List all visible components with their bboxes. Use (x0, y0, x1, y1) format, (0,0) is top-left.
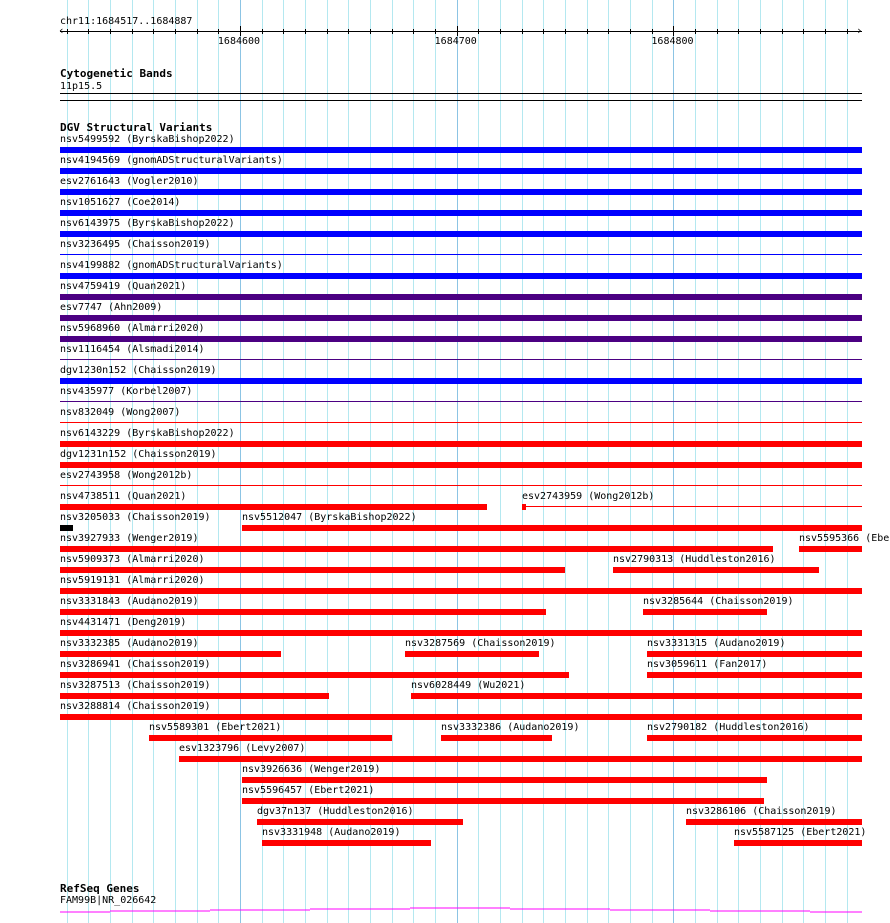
variant-label[interactable]: nsv3285644 (Chaisson2019) (643, 596, 794, 607)
variant-label[interactable]: nsv3287569 (Chaisson2019) (405, 638, 556, 649)
refseq-track-title[interactable]: RefSeq Genes (60, 882, 140, 895)
variant-label[interactable]: nsv3205033 (Chaisson2019) (60, 512, 211, 523)
variant-label[interactable]: nsv4199882 (gnomADStructuralVariants) (60, 260, 283, 271)
variant-label[interactable]: nsv5968960 (Almarri2020) (60, 323, 205, 334)
variant-label[interactable]: nsv3287513 (Chaisson2019) (60, 680, 211, 691)
variant-label[interactable]: esv1323796 (Levy2007) (179, 743, 306, 754)
variant-label[interactable]: nsv3927933 (Wenger2019) (60, 533, 199, 544)
variant-label[interactable]: dgv37n137 (Huddleston2016) (257, 806, 414, 817)
variant-label[interactable]: nsv5595366 (Ebe (799, 533, 890, 544)
variant-label[interactable]: nsv3331843 (Audano2019) (60, 596, 199, 607)
variant-label[interactable]: nsv3332386 (Audano2019) (441, 722, 580, 733)
variant-label[interactable]: esv2761643 (Vogler2010) (60, 176, 199, 187)
variant-label[interactable]: nsv435977 (Korbel2007) (60, 386, 193, 397)
scroll-right-arrow-icon[interactable]: › (856, 24, 863, 37)
gene-label[interactable]: FAM99B|NR_026642 (60, 895, 157, 906)
variant-label[interactable]: nsv5589301 (Ebert2021) (149, 722, 282, 733)
dgv-track-title[interactable]: DGV Structural Variants (60, 121, 213, 134)
cytoband-label: 11p15.5 (60, 81, 103, 92)
variant-label[interactable]: nsv3332385 (Audano2019) (60, 638, 199, 649)
variant-label[interactable]: dgv1230n152 (Chaisson2019) (60, 365, 217, 376)
variant-label[interactable]: nsv4759419 (Quan2021) (60, 281, 187, 292)
variant-label[interactable]: nsv5919131 (Almarri2020) (60, 575, 205, 586)
variant-label[interactable]: nsv4431471 (Deng2019) (60, 617, 187, 628)
variant-label[interactable]: nsv3286941 (Chaisson2019) (60, 659, 211, 670)
variant-label[interactable]: nsv3288814 (Chaisson2019) (60, 701, 211, 712)
variant-label[interactable]: nsv5596457 (Ebert2021) (242, 785, 375, 796)
variant-label[interactable]: nsv4194569 (gnomADStructuralVariants) (60, 155, 283, 166)
ruler-tick-label: 1684800 (651, 36, 694, 47)
variant-label[interactable]: nsv1116454 (Alsmadi2014) (60, 344, 205, 355)
variant-label[interactable]: nsv4738511 (Quan2021) (60, 491, 187, 502)
variant-label[interactable]: nsv3926636 (Wenger2019) (242, 764, 381, 775)
variant-label[interactable]: dgv1231n152 (Chaisson2019) (60, 449, 217, 460)
variant-label[interactable]: nsv832049 (Wong2007) (60, 407, 181, 418)
variant-label[interactable]: nsv3236495 (Chaisson2019) (60, 239, 211, 250)
variant-label[interactable]: nsv3059611 (Fan2017) (647, 659, 768, 670)
variant-label[interactable]: nsv6143229 (ByrskaBishop2022) (60, 428, 235, 439)
ruler-tick-label: 1684700 (434, 36, 477, 47)
variant-label[interactable]: nsv2790313 (Huddleston2016) (613, 554, 776, 565)
ruler-tick-label: 1684600 (217, 36, 261, 47)
variant-label[interactable]: nsv6028449 (Wu2021) (411, 680, 526, 691)
variant-label[interactable]: nsv5909373 (Almarri2020) (60, 554, 205, 565)
region-label: chr11:1684517..1684887 (60, 16, 193, 27)
variant-label[interactable]: nsv5499592 (ByrskaBishop2022) (60, 134, 235, 145)
variant-label[interactable]: esv2743958 (Wong2012b) (60, 470, 193, 481)
cytoband-track-title[interactable]: Cytogenetic Bands (60, 67, 173, 80)
variant-label[interactable]: esv2743959 (Wong2012b) (522, 491, 655, 502)
variant-label[interactable]: nsv2790182 (Huddleston2016) (647, 722, 810, 733)
variant-label[interactable]: esv7747 (Ahn2009) (60, 302, 163, 313)
variant-label[interactable]: nsv6143975 (ByrskaBishop2022) (60, 218, 235, 229)
variant-label[interactable]: nsv3331315 (Audano2019) (647, 638, 786, 649)
variant-label[interactable]: nsv3286106 (Chaisson2019) (686, 806, 837, 817)
variant-label[interactable]: nsv5512047 (ByrskaBishop2022) (242, 512, 417, 523)
variant-label[interactable]: nsv3331948 (Audano2019) (262, 827, 401, 838)
variant-label[interactable]: nsv1051627 (Coe2014) (60, 197, 181, 208)
scroll-left-arrow-icon[interactable]: ‹ (58, 24, 65, 37)
variant-label[interactable]: nsv5587125 (Ebert2021) (734, 827, 867, 838)
